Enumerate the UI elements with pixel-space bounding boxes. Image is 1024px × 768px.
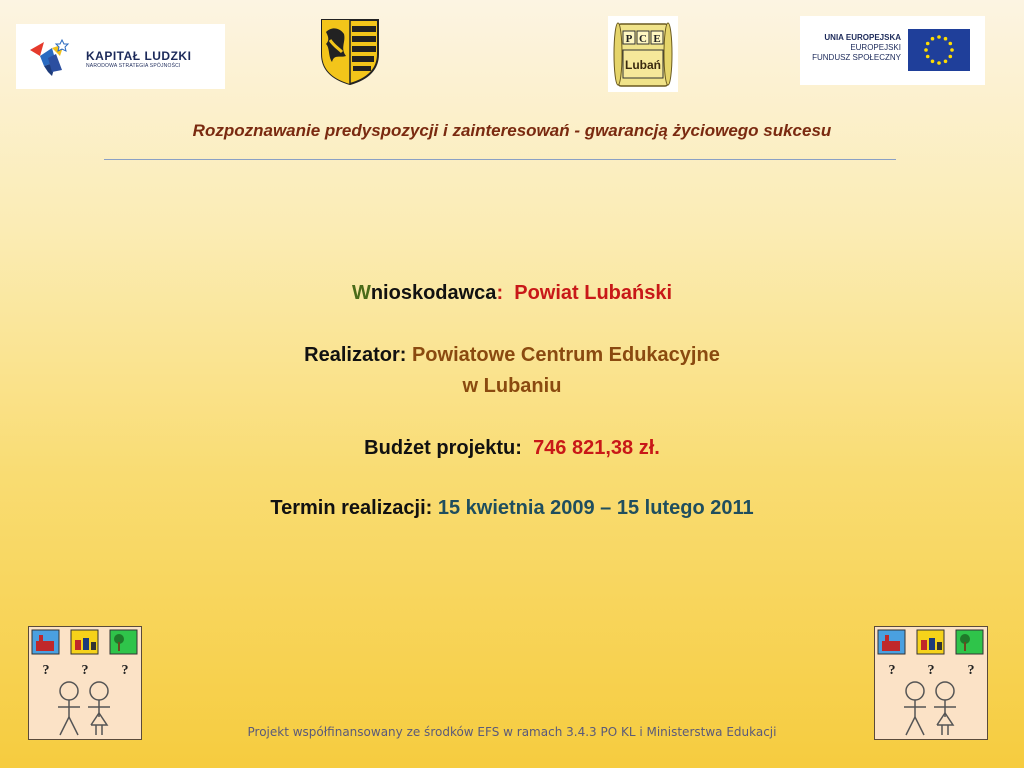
eu-star [931,60,935,64]
applicant-first-letter: W [351,282,371,304]
eu-flag-icon [908,29,970,71]
eu-star [949,42,953,46]
executor-line [0,344,1024,367]
svg-text:?: ? [927,663,935,678]
kapital-ludzki-logo [16,24,225,89]
coat-of-arms-logo [320,18,380,86]
career-pictogram-icon [29,627,141,739]
applicant-line [0,282,1024,305]
eu-star [944,37,948,41]
coat-of-arms-icon [320,18,380,86]
budget-value: 746 821,38 zł. [533,437,660,459]
svg-text:?: ? [81,663,89,678]
eu-title: UNIA EUROPEJSKA [824,33,901,42]
svg-text:Lubań: Lubań [625,58,661,72]
executor-line-2 [0,375,1024,398]
career-pictogram-left [28,626,142,740]
applicant-colon: : [496,282,504,304]
eu-logo [800,16,985,85]
executor-label: Realizator: [304,344,407,366]
kapital-ludzki-subtitle: NARODOWA STRATEGIA SPÓJNOŚCI [86,63,181,69]
footer-note: Projekt współfinansowany ze środków EFS w ramach 3.4.3 PO KL i Ministerstwa Edukacji [247,725,777,739]
eu-subtitle-line1: EUROPEJSKI [850,43,901,52]
budget-label: Budżet projektu: [364,437,522,459]
eu-star [926,42,930,46]
eu-star [937,61,941,65]
deadline-value: 15 kwietnia 2009 – 15 lutego 2011 [437,497,754,519]
svg-text:C: C [639,33,647,45]
eu-star [937,35,941,39]
pce-scroll-icon [608,16,678,92]
applicant-label: nioskodawca [370,282,497,304]
page-subtitle: Rozpoznawanie predyspozycji i zainteresowań - gwarancją życiowego sukcesu [192,121,832,140]
svg-text:?: ? [888,663,896,678]
svg-text:E: E [653,33,661,45]
deadline-line [0,497,1024,520]
svg-text:P: P [625,33,633,45]
eu-star [924,48,928,52]
eu-subtitle-line2: FUNDUSZ SPOŁECZNY [812,53,901,62]
eu-star [950,48,954,52]
executor-value: Powiatowe Centrum Edukacyjne [411,344,720,366]
deadline-label: Termin realizacji: [270,497,433,519]
divider-line [104,159,896,160]
kapital-ludzki-title: KAPITAŁ LUDZKI [86,49,192,63]
eu-star [944,60,948,64]
career-pictogram-icon [875,627,987,739]
applicant-value: Powiat Lubański [514,282,673,304]
svg-text:?: ? [967,663,975,678]
svg-text:?: ? [121,663,129,678]
svg-text:?: ? [42,663,50,678]
pce-logo [608,16,678,92]
kapital-ludzki-icon [22,28,82,88]
budget-line [0,437,1024,460]
career-pictogram-right [874,626,988,740]
executor-value-city: w Lubaniu [462,375,562,397]
eu-star [931,37,935,41]
eu-star [949,55,953,59]
eu-star [926,55,930,59]
